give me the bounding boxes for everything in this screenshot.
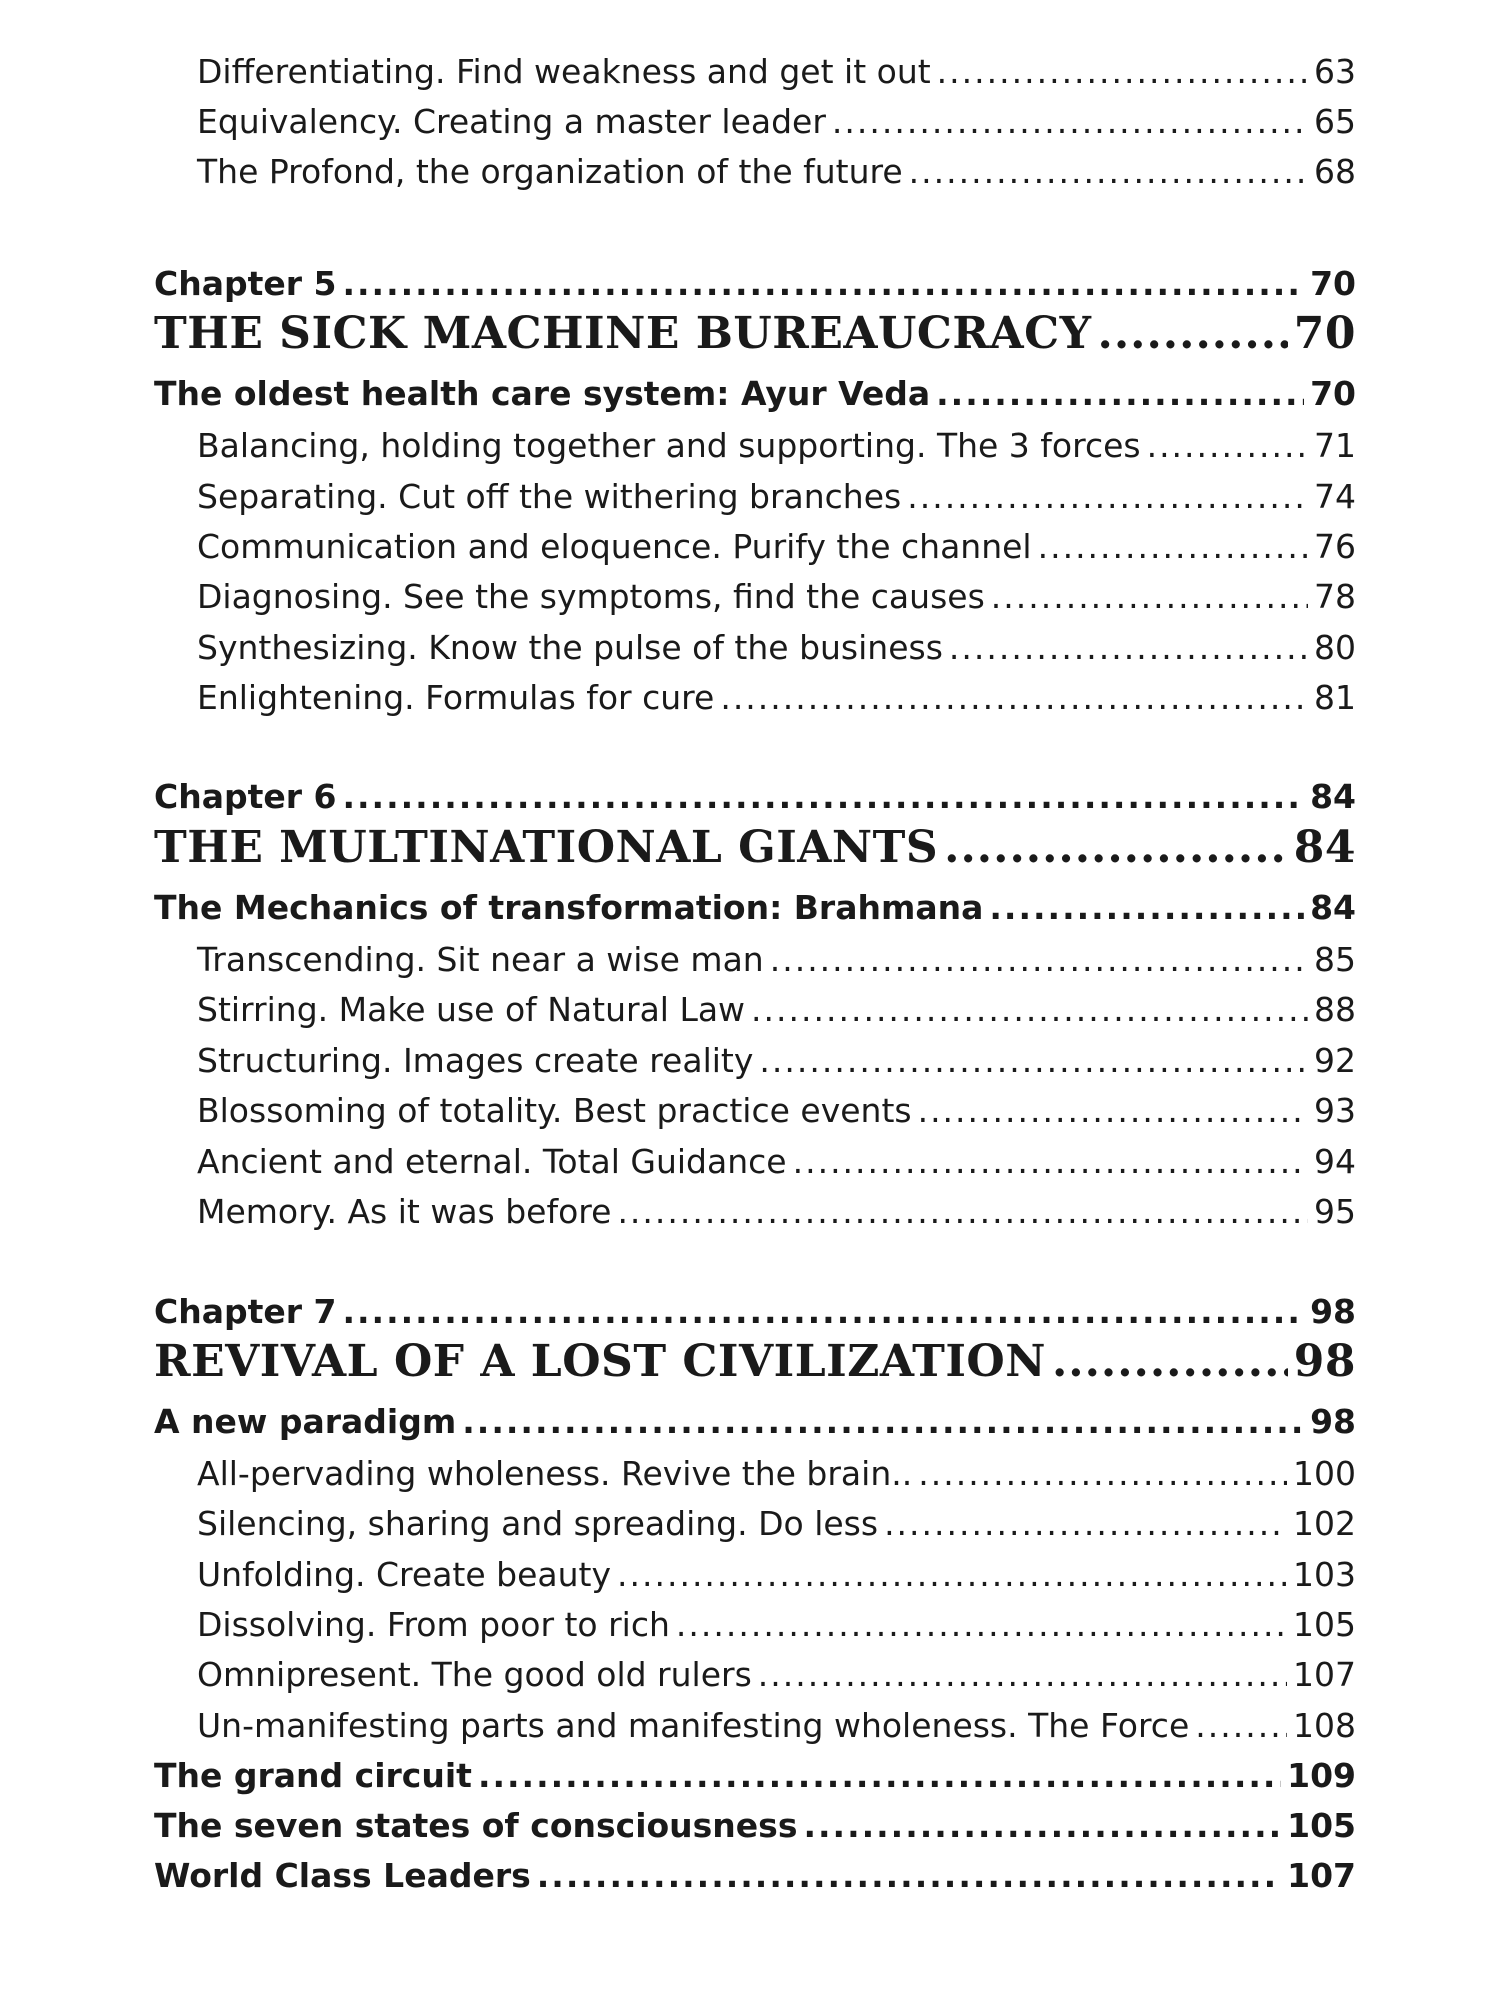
dot-leader — [751, 990, 1308, 1029]
toc-entry-chapter — [0, 777, 1500, 816]
toc-entry-sub — [0, 527, 1500, 566]
dot-leader — [478, 1756, 1281, 1795]
toc-entry-page-number: 98 — [1293, 1336, 1356, 1387]
toc-entry-title: Balancing, holding together and supporting. The 3 forces — [197, 426, 1141, 465]
dot-leader — [770, 940, 1308, 979]
dot-leader — [720, 678, 1308, 717]
toc-entry-title: Separating. Cut off the withering branches — [197, 477, 902, 516]
toc-entry-big — [0, 1336, 1500, 1387]
toc-entry-page-number: 95 — [1314, 1192, 1356, 1231]
toc-entry-page-number: 84 — [1310, 777, 1356, 816]
toc-entry-sub — [0, 477, 1500, 516]
dot-leader — [937, 52, 1308, 91]
toc-entry-page-number: 107 — [1293, 1655, 1356, 1694]
dot-leader — [793, 1142, 1308, 1181]
toc-entry-sub — [0, 1041, 1500, 1080]
dot-leader — [1052, 1336, 1288, 1387]
toc-entry-title: THE SICK MACHINE BUREAUCRACY — [154, 308, 1092, 359]
toc-entry-page-number: 100 — [1293, 1454, 1356, 1493]
toc-entry-title: Differentiating. Find weakness and get it out — [197, 52, 931, 91]
dot-leader — [949, 628, 1308, 667]
toc-entry-title: Stirring. Make use of Natural Law — [197, 990, 746, 1029]
toc-entry-title: Memory. As it was before — [197, 1192, 612, 1231]
toc-entry-page-number: 71 — [1314, 426, 1356, 465]
toc-entry-page-number: 70 — [1310, 264, 1356, 303]
dot-leader — [676, 1605, 1287, 1644]
toc-entry-title: The seven states of consciousness — [154, 1806, 798, 1845]
dot-leader — [989, 888, 1304, 927]
toc-entry-sub — [0, 577, 1500, 616]
toc-entry-title: Communication and eloquence. Purify the channel — [197, 527, 1032, 566]
toc-entry-title: Unfolding. Create beauty — [197, 1555, 611, 1594]
toc-entry-sub — [0, 1142, 1500, 1181]
dot-leader — [1195, 1706, 1287, 1745]
dot-leader — [1038, 527, 1308, 566]
toc-entry-title: Blossoming of totality. Best practice events — [197, 1091, 912, 1130]
toc-entry-title: All-pervading wholeness. Revive the brain.. — [197, 1454, 913, 1493]
toc-entry-page-number: 63 — [1314, 52, 1356, 91]
toc-entry-page-number: 93 — [1314, 1091, 1356, 1130]
toc-entry-page-number: 94 — [1314, 1142, 1356, 1181]
dot-leader — [944, 822, 1288, 873]
toc-entry-sub — [0, 990, 1500, 1029]
dot-leader — [1098, 308, 1288, 359]
toc-entry-title: Silencing, sharing and spreading. Do less — [197, 1504, 879, 1543]
toc-entry-title: World Class Leaders — [154, 1856, 531, 1895]
dot-leader — [537, 1856, 1281, 1895]
dot-leader — [803, 1806, 1281, 1845]
toc-entry-title: Chapter 7 — [154, 1292, 337, 1331]
toc-entry-title: The oldest health care system: Ayur Veda — [154, 374, 931, 413]
toc-entry-title: Transcending. Sit near a wise man — [197, 940, 764, 979]
toc-entry-title: Chapter 5 — [154, 264, 337, 303]
toc-entry-page-number: 74 — [1314, 477, 1356, 516]
toc-entry-page-number: 68 — [1314, 152, 1356, 191]
toc-entry-section — [0, 374, 1500, 413]
toc-entry-page-number: 70 — [1310, 374, 1356, 413]
toc-entry-sub — [0, 1454, 1500, 1493]
toc-entry-page-number: 102 — [1293, 1504, 1356, 1543]
toc-entry-page-number: 84 — [1293, 822, 1356, 873]
toc-entry-page-number: 76 — [1314, 527, 1356, 566]
toc-entry-page-number: 98 — [1310, 1402, 1356, 1441]
toc-entry-page-number: 105 — [1293, 1605, 1356, 1644]
dot-leader — [758, 1655, 1287, 1694]
toc-entry-sub — [0, 1555, 1500, 1594]
toc-entry-big — [0, 308, 1500, 359]
dot-leader — [617, 1555, 1287, 1594]
toc-entry-title: The Mechanics of transformation: Brahmana — [154, 888, 984, 927]
toc-entry-page-number: 103 — [1293, 1555, 1356, 1594]
toc-entry-page-number: 107 — [1287, 1856, 1356, 1895]
dot-leader — [342, 264, 1304, 303]
toc-entry-sub — [0, 1192, 1500, 1231]
dot-leader — [1147, 426, 1308, 465]
toc-entry-big — [0, 822, 1500, 873]
toc-entry-page-number: 81 — [1314, 678, 1356, 717]
toc-entry-title: The grand circuit — [154, 1756, 472, 1795]
toc-entry-page-number: 85 — [1314, 940, 1356, 979]
toc-entry-page-number: 92 — [1314, 1041, 1356, 1080]
toc-entry-section — [0, 1756, 1500, 1795]
toc-entry-sub — [0, 940, 1500, 979]
dot-leader — [832, 102, 1308, 141]
toc-entry-title: Dissolving. From poor to rich — [197, 1605, 670, 1644]
toc-entry-section — [0, 1806, 1500, 1845]
toc-entry-sub — [0, 152, 1500, 191]
toc-entry-section — [0, 888, 1500, 927]
toc-entry-title: REVIVAL OF A LOST CIVILIZATION — [154, 1336, 1046, 1387]
toc-entry-page-number: 105 — [1287, 1806, 1356, 1845]
toc-entry-page-number: 84 — [1310, 888, 1356, 927]
dot-leader — [884, 1504, 1287, 1543]
toc-entry-title: A new paradigm — [154, 1402, 457, 1441]
dot-leader — [342, 1292, 1304, 1331]
toc-entry-sub — [0, 426, 1500, 465]
dot-leader — [918, 1454, 1287, 1493]
toc-entry-chapter — [0, 264, 1500, 303]
toc-entry-sub — [0, 1091, 1500, 1130]
toc-entry-title: Ancient and eternal. Total Guidance — [197, 1142, 787, 1181]
toc-entry-title: THE MULTINATIONAL GIANTS — [154, 822, 939, 873]
toc-entry-sub — [0, 1504, 1500, 1543]
dot-leader — [759, 1041, 1308, 1080]
toc-entry-page-number: 98 — [1310, 1292, 1356, 1331]
toc-entry-title: Chapter 6 — [154, 777, 337, 816]
toc-entry-sub — [0, 1706, 1500, 1745]
toc-entry-sub — [0, 678, 1500, 717]
toc-entry-page-number: 65 — [1314, 102, 1356, 141]
dot-leader — [918, 1091, 1308, 1130]
toc-entry-page-number: 78 — [1314, 577, 1356, 616]
toc-entry-title: Omnipresent. The good old rulers — [197, 1655, 752, 1694]
dot-leader — [617, 1192, 1308, 1231]
toc-entry-page-number: 109 — [1287, 1756, 1356, 1795]
dot-leader — [991, 577, 1308, 616]
toc-entry-chapter — [0, 1292, 1500, 1331]
toc-entry-title: Diagnosing. See the symptoms, find the causes — [197, 577, 985, 616]
dot-leader — [342, 777, 1304, 816]
toc-entry-title: Equivalency. Creating a master leader — [197, 102, 826, 141]
toc-entry-sub — [0, 1655, 1500, 1694]
toc-entry-page-number: 80 — [1314, 628, 1356, 667]
toc-entry-title: Synthesizing. Know the pulse of the business — [197, 628, 943, 667]
toc-entry-sub — [0, 1605, 1500, 1644]
toc-entry-page-number: 70 — [1293, 308, 1356, 359]
toc-entry-sub — [0, 52, 1500, 91]
dot-leader — [936, 374, 1304, 413]
toc-entry-title: The Profond, the organization of the future — [197, 152, 903, 191]
toc-entry-title: Structuring. Images create reality — [197, 1041, 754, 1080]
toc-entry-page-number: 88 — [1314, 990, 1356, 1029]
toc-entry-sub — [0, 102, 1500, 141]
dot-leader — [462, 1402, 1304, 1441]
toc-entry-title: Enlightening. Formulas for cure — [197, 678, 715, 717]
toc-entry-title: Un-manifesting parts and manifesting wholeness. The Force — [197, 1706, 1190, 1745]
toc-entry-sub — [0, 628, 1500, 667]
toc-entry-section — [0, 1856, 1500, 1895]
dot-leader — [907, 477, 1308, 516]
dot-leader — [909, 152, 1308, 191]
toc-entry-page-number: 108 — [1293, 1706, 1356, 1745]
toc-entry-section — [0, 1402, 1500, 1441]
